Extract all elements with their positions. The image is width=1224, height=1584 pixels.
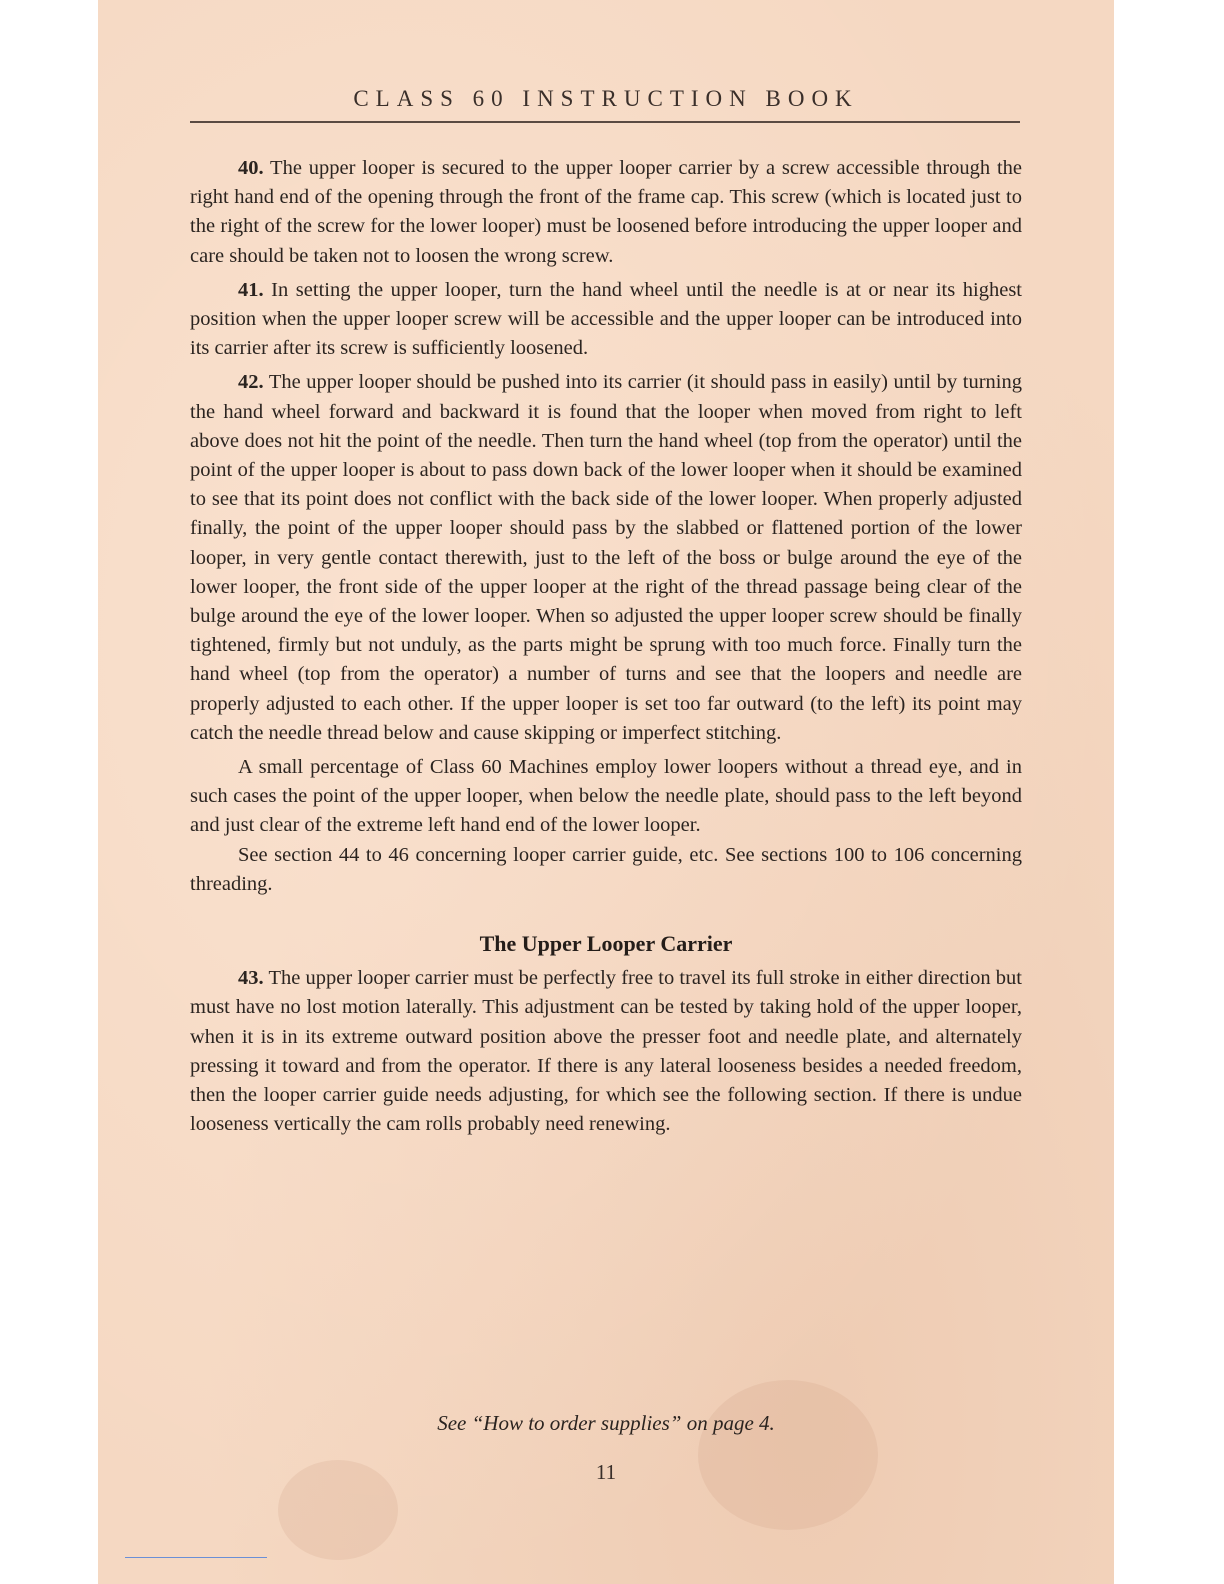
paper-stain [698,1380,878,1530]
running-head: CLASS 60 INSTRUCTION BOOK [353,86,859,111]
book-page [98,0,1114,1584]
paragraph-text: In setting the upper looper, turn the hand wheel until the needle is at or near its highest position when the upper looper screw will be accessible and the upper looper can be introduced into its carrier after its screw is sufficiently loosened. [190,278,1022,360]
paragraph-note [190,753,1022,841]
page-number: 11 [595,1460,617,1484]
section-number: 42. [238,371,264,394]
paragraph-41 [190,276,1022,364]
footer-note: See “How to order supplies” on page 4. [437,1411,775,1435]
header-rule [190,121,1020,123]
paragraph-see-sections [190,841,1022,899]
paragraph-text: The upper looper carrier must be perfectly free to travel its full stroke in either direction but must have no lost motion laterally. This adjustment can be tested by taking hold of the upper looper, when it is in its extreme outward position above the presser foot and needle plate, and alternately pressing it toward and from the operator. If there is any lateral looseness besides a needed freedom, then the looper carrier guide needs adjusting, for which see the following section. If there is undue looseness vertically the cam rolls probably need renewing. [190,967,1022,1136]
section-number: 40. [238,157,264,179]
section-heading: The Upper Looper Carrier [479,931,733,957]
paragraph-42 [190,368,1022,748]
section-number: 43. [238,967,264,990]
paragraph-text: The upper looper should be pushed into its carrier (it should pass in easily) until by turning the hand wheel forward and backward it is found that the looper when moved from right to left above does not hit the point of the needle. Then turn the hand wheel (top from the operator) until the point of the upper looper is about to pass down back of the lower looper when it should be examined to see that its point does not conflict with the back side of the lower looper. When properly adjusted finally, the point of the upper looper should pass by the slabbed or flattened portion of the lower looper, in very gentle contact therewith, just to the left of the boss or bulge around the eye of the lower looper, the front side of the upper looper at the right of the thread passage being clear of the bulge around the eye of the lower looper. When so adjusted the upper looper screw should be finally tightened, firmly but not unduly, as the parts might be sprung with too much force. Finally turn the hand wheel (top from the operator) a number of turns and see that the loopers and needle are properly adjusted to each other. If the upper looper is set too far outward (to the left) its point may catch the needle thread below and cause skipping or imperfect stitching. [190,371,1022,744]
section-number: 41. [238,278,264,301]
paragraph-40 [190,154,1022,271]
paragraph-text: A small percentage of Class 60 Machines employ lower loopers without a thread eye, and in such cases the point of the upper looper, when below the needle plate, should pass to the left beyond and just clear of the extreme left hand end of the lower looper. [190,756,1022,837]
paragraph-43 [190,964,1022,1139]
paragraph-text: See section 44 to 46 concerning looper carrier guide, etc. See sections 100 to 106 concerning threading. [190,843,1022,895]
link-underline [125,1557,267,1558]
body-text [190,154,1022,1140]
paragraph-text: The upper looper is secured to the upper looper carrier by a screw accessible through the right hand end of the opening through the front of the frame cap. This screw (which is located just to the right of the screw for the lower looper) must be loosened before introducing the upper looper and care should be taken not to loosen the wrong screw. [190,157,1022,267]
